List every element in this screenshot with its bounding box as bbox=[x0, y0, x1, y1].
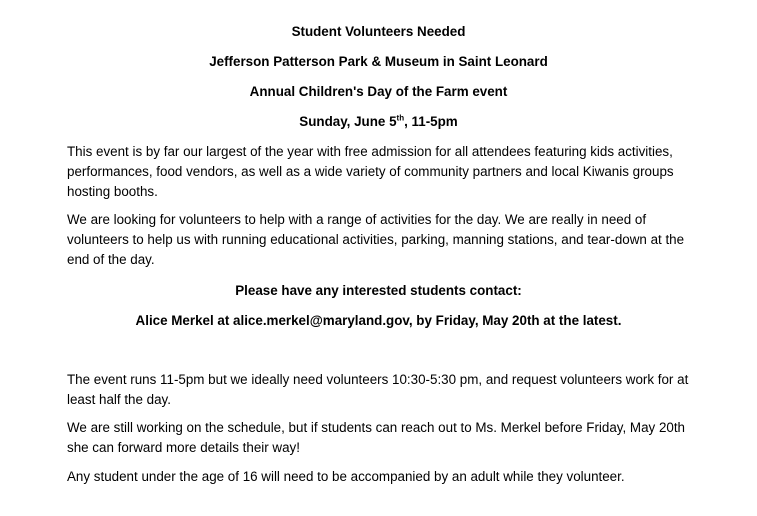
event-date-ordinal: th bbox=[396, 113, 405, 123]
event-date bbox=[0, 112, 757, 132]
event-date-suffix: , 11-5pm bbox=[404, 114, 458, 129]
paragraph-schedule: We are still working on the schedule, but if students can reach out to Ms. Merkel before Friday, May 20th she can forward more details their way! bbox=[67, 420, 686, 455]
heading-event-name: Annual Children's Day of the Farm event bbox=[249, 84, 508, 99]
contact-line: Alice Merkel at alice.merkel@maryland.gov, by Friday, May 20th at the latest. bbox=[135, 313, 622, 328]
event-date-prefix: Sunday, June 5 bbox=[299, 114, 397, 129]
paragraph-event-hours: The event runs 11-5pm but we ideally need volunteers 10:30-5:30 pm, and request volunteers work for at least half the day. bbox=[67, 372, 689, 407]
heading-location: Jefferson Patterson Park & Museum in Saint Leonard bbox=[209, 54, 548, 69]
paragraph-volunteer-needs: We are looking for volunteers to help with a range of activities for the day. We are really in need of volunteers to help us with running educational activities, parking, manning stations, and tear-down at the end of the day. bbox=[67, 212, 685, 267]
paragraph-age-requirement: Any student under the age of 16 will need to be accompanied by an adult while they volunteer. bbox=[67, 469, 625, 484]
paragraph-event-description: This event is by far our largest of the year with free admission for all attendees featuring kids activities, performances, food vendors, as well as a wide variety of community partners and local Kiwanis groups hosting booths. bbox=[67, 144, 674, 199]
heading-student-volunteers: Student Volunteers Needed bbox=[291, 24, 466, 39]
contact-heading: Please have any interested students contact: bbox=[235, 283, 522, 298]
